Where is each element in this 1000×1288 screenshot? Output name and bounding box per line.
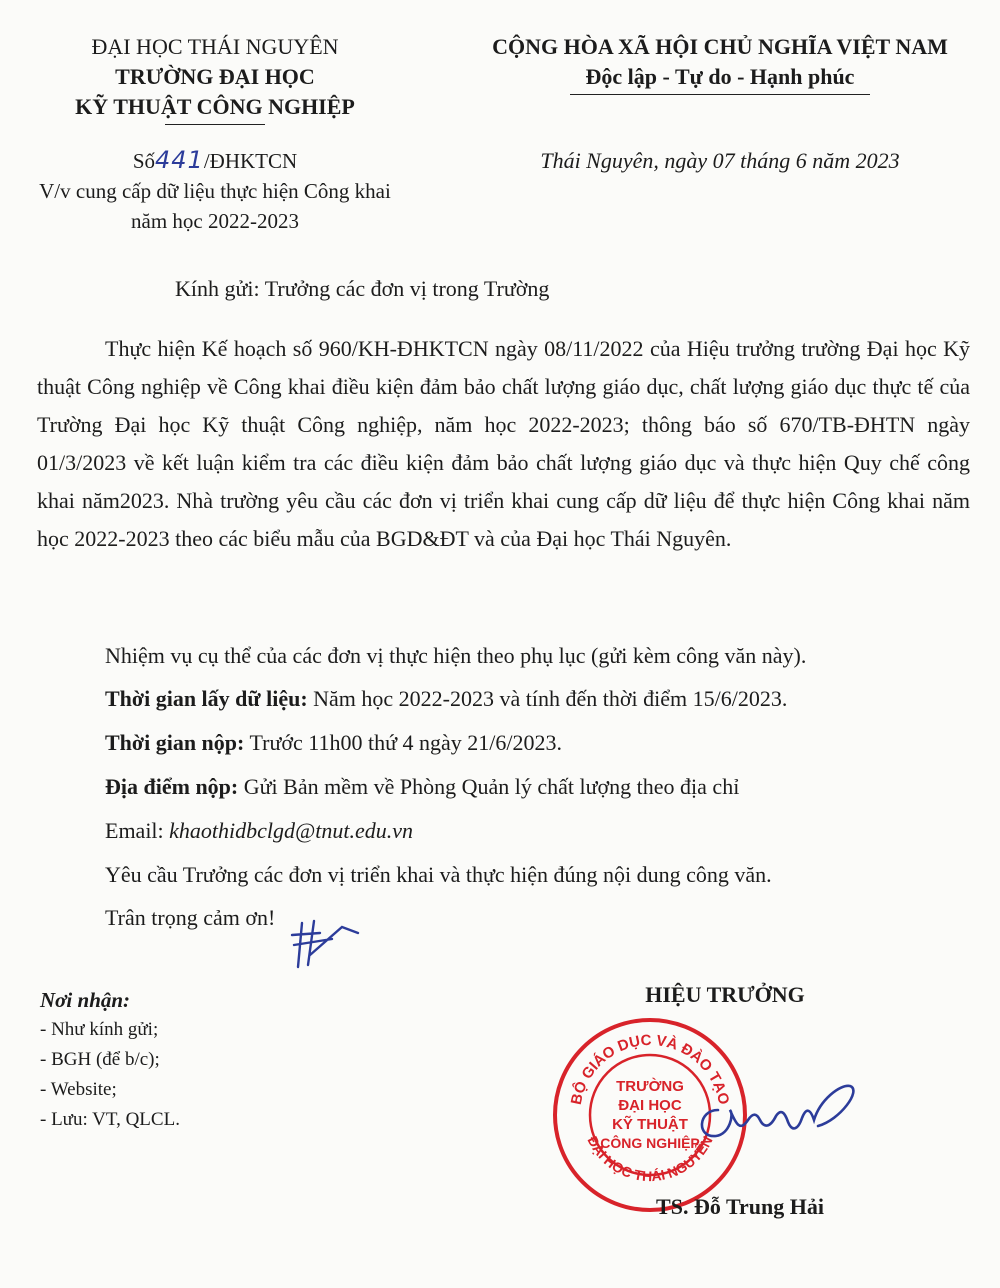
document-date: Thái Nguyên, ngày 07 tháng 6 năm 2023	[540, 148, 900, 173]
email-link[interactable]: khaothidbclgd@tnut.edu.vn	[169, 818, 414, 843]
seal-ring-bottom: ĐẠI HỌC THÁI NGUYÊN	[584, 1133, 716, 1185]
seal-center-line: KỸ THUẬT	[612, 1116, 688, 1133]
seal-center-line: CÔNG NGHIỆP	[600, 1135, 700, 1151]
issuer-header	[30, 32, 400, 125]
signer-name: TS. Đỗ Trung Hải	[656, 1194, 824, 1219]
issuer-underline	[165, 124, 265, 125]
subject-line1: V/v cung cấp dữ liệu thực hiện Công khai	[39, 179, 391, 203]
data-time-label: Thời gian lấy dữ liệu:	[105, 686, 308, 711]
data-time-value: Năm học 2022-2023 và tính đến thời điểm 15/6/2023.	[307, 686, 788, 711]
national-name: CỘNG HÒA XÃ HỘI CHỦ NGHĨA VIỆT NAM	[492, 34, 948, 59]
submit-time-value: Trước 11h00 thứ 4 ngày 21/6/2023.	[244, 730, 562, 755]
handwritten-signature	[690, 1080, 870, 1150]
motto-underline	[570, 94, 870, 95]
issuer-name-line2: KỸ THUẬT CÔNG NGHIỆP	[75, 94, 355, 119]
email-line	[105, 816, 413, 846]
place-line	[105, 772, 739, 802]
issuer-parent: ĐẠI HỌC THÁI NGUYÊN	[91, 34, 339, 59]
national-motto: Độc lập - Tự do - Hạnh phúc	[585, 64, 855, 89]
national-header	[460, 32, 980, 95]
issuer-name-line1: TRƯỜNG ĐẠI HỌC	[115, 64, 315, 89]
recipient-item: - BGH (để b/c);	[40, 1049, 160, 1070]
document-number	[30, 146, 400, 175]
addressee: Kính gửi: Trưởng các đơn vị trong Trường	[175, 276, 550, 301]
body-paragraph: Thực hiện Kế hoạch số 960/KH-ĐHKTCN ngày 08/11/2022 của Hiệu trưởng trường Đại học Kỹ thuật Công nghiệp về Công khai điều kiện đảm bảo chất lượng giáo dục, chất lượng giáo dục thực tế của Trường Đại học Kỹ thuật Công nghiệp, năm học 2022-2023; thông báo số 670/TB-ĐHTN ngày 01/3/2023 về kết luận kiểm tra các điều kiện đảm bảo chất lượng giáo dục và thực hiện Quy chế công khai năm2023. Nhà trường yêu cầu các đơn vị triển khai cung cấp dữ liệu để thực hiện Công khai năm học 2022-2023 theo các biểu mẫu của BGD&ĐT và của Đại học Thái Nguyên.	[37, 336, 970, 551]
place-label: Địa điểm nộp:	[105, 774, 239, 799]
doc-number-prefix: Số	[132, 149, 156, 173]
seal-ring-top: BỘ GIÁO DỤC VÀ ĐÀO TẠO	[567, 1031, 733, 1107]
place-value: Gửi Bản mềm về Phòng Quản lý chất lượng theo địa chỉ	[238, 774, 740, 799]
request-line: Yêu cầu Trưởng các đơn vị triển khai và thực hiện đúng nội dung công văn.	[105, 862, 772, 887]
seal-center-line: TRƯỜNG	[616, 1078, 684, 1095]
recipient-item: - Website;	[40, 1079, 117, 1100]
submit-time-label: Thời gian nộp:	[105, 730, 245, 755]
recipient-item: - Lưu: VT, QLCL.	[40, 1109, 180, 1130]
email-label: Email:	[105, 818, 170, 843]
recipient-item: - Như kính gửi;	[40, 1019, 159, 1040]
signer-title: HIỆU TRƯỞNG	[645, 982, 805, 1007]
submit-time-line	[105, 728, 562, 758]
thanks-line: Trân trọng cảm ơn!	[105, 905, 276, 930]
recipients	[40, 985, 340, 1135]
tasks-line: Nhiệm vụ cụ thể của các đơn vị thực hiện theo phụ lục (gửi kèm công văn này).	[105, 643, 807, 668]
subject-line2: năm học 2022-2023	[131, 209, 299, 233]
data-time-line	[105, 684, 787, 714]
initials-scribble	[280, 915, 360, 975]
document-subject	[10, 176, 420, 236]
doc-number-handwritten: 441	[155, 146, 204, 174]
recipients-title: Nơi nhận:	[40, 988, 131, 1012]
seal-center-line: ĐẠI HỌC	[618, 1097, 682, 1114]
doc-number-suffix: /ĐHKTCN	[203, 149, 298, 173]
